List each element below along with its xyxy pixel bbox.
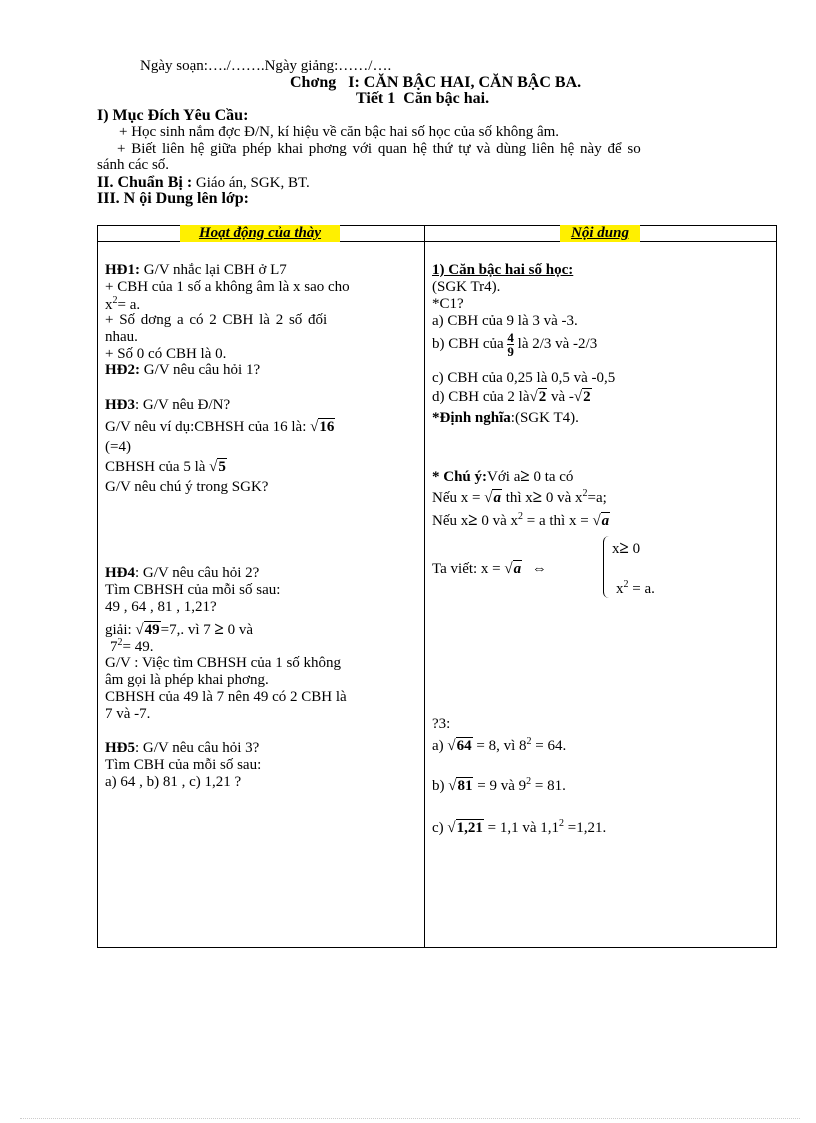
sqrt-81 [448, 778, 473, 795]
left-l14: Tìm CBHSH của mỗi số sau: [105, 582, 281, 598]
hd1-text: G/V nhắc lại CBH ở L7 [143, 262, 287, 278]
system-brace [603, 536, 611, 598]
exp-2: 2 [518, 511, 524, 522]
left-l20: CBHSH của 49 là 7 nên 49 có 2 CBH là [105, 689, 347, 705]
sqrt-2b [574, 389, 592, 406]
sqrt-sign: √ [135, 622, 144, 639]
col1-header: Hoạt động của thày [180, 225, 340, 242]
hd4-line [105, 565, 259, 582]
brace2-x: x [616, 581, 624, 597]
left-l23: Tìm CBH của mỗi số sau: [105, 757, 262, 773]
right-r3: *C1? [432, 296, 464, 312]
right-r5-b: là 2/3 và -2/3 [517, 335, 598, 352]
hd1-line [105, 262, 287, 279]
radicand-a-3: a [513, 561, 522, 578]
right-r10-b: thì x [505, 490, 533, 506]
radicand-a: a [493, 490, 501, 507]
brace1-x: x [612, 541, 620, 557]
definition-label: *Định nghĩa [432, 410, 511, 426]
right-r5-a: b) CBH của [432, 335, 504, 352]
exp-2: 2 [582, 488, 588, 499]
iff-symbol: ⇔ [531, 561, 547, 577]
section-1-line1: + Học sinh nắm đợc Đ/N, kí hiệu về căn bậc hai số học của số không âm. [119, 124, 560, 140]
sqrt-sign: √ [529, 389, 538, 406]
exp-2: 2 [526, 776, 532, 787]
dates-line: Ngày soạn:…./…….Ngày giảng:……/…. [140, 58, 392, 74]
q3-b [432, 776, 566, 795]
hd3-label: HĐ3 [105, 397, 135, 413]
hd2-label: HĐ2: [105, 362, 140, 378]
chapter-title: CĂN BẬC HAI, CĂN BẬC BA. [363, 74, 582, 91]
hd2-line [105, 362, 260, 379]
sqrt-5 [209, 459, 227, 476]
section-3-title: III. N ội Dung lên lớp: [97, 190, 250, 207]
left-l3-text: = a. [117, 297, 141, 313]
fraction-4-9 [507, 331, 514, 358]
hd4-label: HĐ4 [105, 565, 135, 581]
left-l16 [105, 619, 253, 639]
left-l18: G/V : Việc tìm CBHSH của 1 số không [105, 655, 342, 671]
q3-label: ?3: [432, 716, 451, 732]
left-l19: âm gọi là phép khai phơng. [105, 672, 269, 688]
left-l11 [105, 459, 227, 476]
sqrt-16 [310, 419, 335, 436]
left-l12: G/V nêu chú ý trong SGK? [105, 479, 269, 495]
brace-line-1 [612, 538, 640, 558]
radicand-2b: 2 [583, 389, 591, 406]
note-text-b: 0 ta có [533, 469, 574, 485]
geq-symbol: ≥ [532, 487, 543, 506]
sqrt-sign: √ [447, 738, 456, 755]
sqrt-sign: √ [484, 490, 493, 507]
col2-header: Nội dung [560, 225, 640, 242]
section-1-line2: + Biết liên hệ giữa phép khai phơng với quan hệ thứ tự và dùng liên hệ này để so [117, 141, 641, 157]
section-2 [97, 174, 310, 192]
right-r11 [432, 510, 610, 530]
right-r7 [432, 389, 592, 406]
left-l21: 7 và -7. [105, 706, 151, 722]
section-1-line3: sánh các số. [97, 157, 170, 173]
geq-symbol: ≥ [520, 466, 530, 485]
column-divider [424, 225, 425, 948]
right-r10-a: Nếu x = [432, 490, 481, 506]
radicand-81: 81 [457, 778, 473, 795]
section-2-title: II. Chuẩn Bị : [97, 174, 193, 191]
left-l24: a) 64 , b) 81 , c) 1,21 ? [105, 774, 242, 790]
q3-a-text2: = 64. [535, 738, 567, 754]
hd3-text: : G/V nêu Đ/N? [135, 397, 231, 413]
q3-c-text: = 1,1 và 1,1 [487, 820, 560, 836]
q3-b-label: b) [432, 778, 445, 794]
chapter-label: Chơng [290, 74, 337, 91]
left-l16-a: giải: [105, 622, 132, 638]
right-r4: a) CBH của 9 là 3 và -3. [432, 313, 578, 329]
left-l10: (=4) [105, 439, 131, 455]
frac-num: 4 [507, 330, 514, 345]
hd1-label: HĐ1: [105, 262, 140, 278]
lesson-label: Tiết 1 [356, 90, 396, 107]
geq-symbol: ≥ [468, 510, 478, 529]
section-1-title: I) Mục Đích Yêu Cầu: [97, 107, 249, 124]
right-r11-a: Nếu x [432, 513, 469, 529]
sqrt-sign: √ [504, 561, 513, 578]
q3-c [432, 818, 606, 837]
sqrt-64 [447, 738, 472, 755]
hd4-text: : G/V nêu câu hỏi 2? [135, 565, 260, 581]
note-label: * Chú ý: [432, 469, 488, 485]
brace-line-2 [616, 579, 655, 598]
exp-2: 2 [117, 637, 123, 648]
exp-2: 2 [112, 295, 118, 306]
left-l15: 49 , 64 , 81 , 1,21? [105, 599, 217, 615]
exp-2: 2 [526, 736, 532, 747]
sqrt-a [484, 490, 502, 507]
bottom-border [20, 1118, 800, 1119]
sqrt-sign: √ [448, 778, 457, 795]
right-r9 [432, 466, 573, 486]
right-r10-d: =a; [587, 490, 607, 506]
left-l17-text: = 49. [122, 639, 154, 655]
section-2-text: Giáo án, SGK, BT. [195, 175, 310, 191]
hd5-line [105, 740, 259, 757]
left-l3: $x^2= a$. [105, 295, 141, 313]
frac-den: 9 [507, 344, 514, 359]
radicand-16: 16 [319, 419, 335, 436]
note-text-a: Với a [487, 469, 521, 485]
lesson-title: Căn bậc hai. [403, 90, 490, 107]
right-r12-text: Ta viết: x = [432, 561, 501, 577]
left-l4: + Số dơng a có 2 CBH là 2 số đối [105, 312, 328, 328]
radicand-5: 5 [218, 459, 226, 476]
geq-symbol: ≥ [214, 619, 224, 638]
right-r5 [432, 331, 597, 358]
sqrt-sign: √ [573, 389, 583, 406]
sqrt-sign: √ [447, 820, 456, 837]
right-r7-a: d) CBH của 2 là [432, 389, 530, 405]
q3-b-text2: = 81. [534, 778, 566, 794]
left-l9 [105, 419, 335, 436]
radicand-a-2: a [601, 513, 610, 530]
radicand-121: 1,21 [456, 820, 483, 837]
right-r6: c) CBH của 0,25 là 0,5 và -0,5 [432, 370, 616, 386]
sqrt-a-3 [504, 561, 522, 578]
sqrt-121 [447, 820, 483, 837]
radicand-2: 2 [538, 389, 547, 406]
q3-c-label: c) [432, 820, 444, 836]
chapter-heading [290, 74, 581, 92]
brace1-val: 0 [632, 541, 641, 557]
right-r11-c: = a thì x = [526, 513, 589, 529]
hd3-line [105, 397, 230, 414]
radicand-64: 64 [456, 738, 472, 755]
radicand-49: 49 [144, 622, 160, 639]
left-l16-b: =7,. vì 7 [160, 622, 211, 638]
exp-2: 2 [623, 579, 629, 590]
sqrt-a-2 [592, 513, 610, 530]
right-r10 [432, 487, 607, 507]
sqrt-sign: √ [209, 459, 218, 476]
left-l11-text: CBHSH của 5 là [105, 459, 206, 475]
right-r7-b: và - [550, 389, 574, 405]
right-r12 [432, 561, 547, 578]
hd2-text: G/V nêu câu hỏi 1? [143, 362, 261, 378]
left-l5: nhau. [105, 329, 138, 345]
q3-c-text2: =1,21. [567, 820, 607, 836]
left-l16-c: 0 và [227, 622, 254, 638]
left-l9-text: G/V nêu ví dụ:CBHSH của 16 là: [105, 419, 307, 435]
hd5-label: HĐ5 [105, 740, 135, 756]
left-l6: + Số 0 có CBH là 0. [105, 346, 227, 362]
left-l17: $7^2= 49$. [110, 637, 154, 655]
right-r8 [432, 410, 579, 427]
geq-symbol: ≥ [619, 538, 629, 557]
q3-b-text: = 9 và 9 [477, 778, 527, 794]
right-r10-c: 0 và x [545, 490, 583, 506]
left-l2: + CBH của 1 số a không âm là x sao cho [105, 279, 350, 295]
hd5-text: : G/V nêu câu hỏi 3? [135, 740, 260, 756]
exp-2: 2 [559, 818, 565, 829]
right-r1: 1) Căn bậc hai số học: [432, 262, 574, 278]
q3-a-text: = 8, vì 8 [476, 738, 527, 754]
lesson-heading [356, 90, 489, 108]
right-r11-b: 0 và x [481, 513, 519, 529]
sqrt-sign: √ [592, 513, 601, 530]
chapter-num: I: [348, 74, 360, 91]
q3-a [432, 736, 566, 755]
definition-text: :(SGK T4). [510, 410, 579, 426]
right-r2: (SGK Tr4). [432, 279, 501, 295]
sqrt-2 [529, 389, 547, 406]
brace2-val: = a. [632, 581, 655, 597]
sqrt-sign: √ [310, 419, 319, 436]
q3-a-label: a) [432, 738, 444, 754]
